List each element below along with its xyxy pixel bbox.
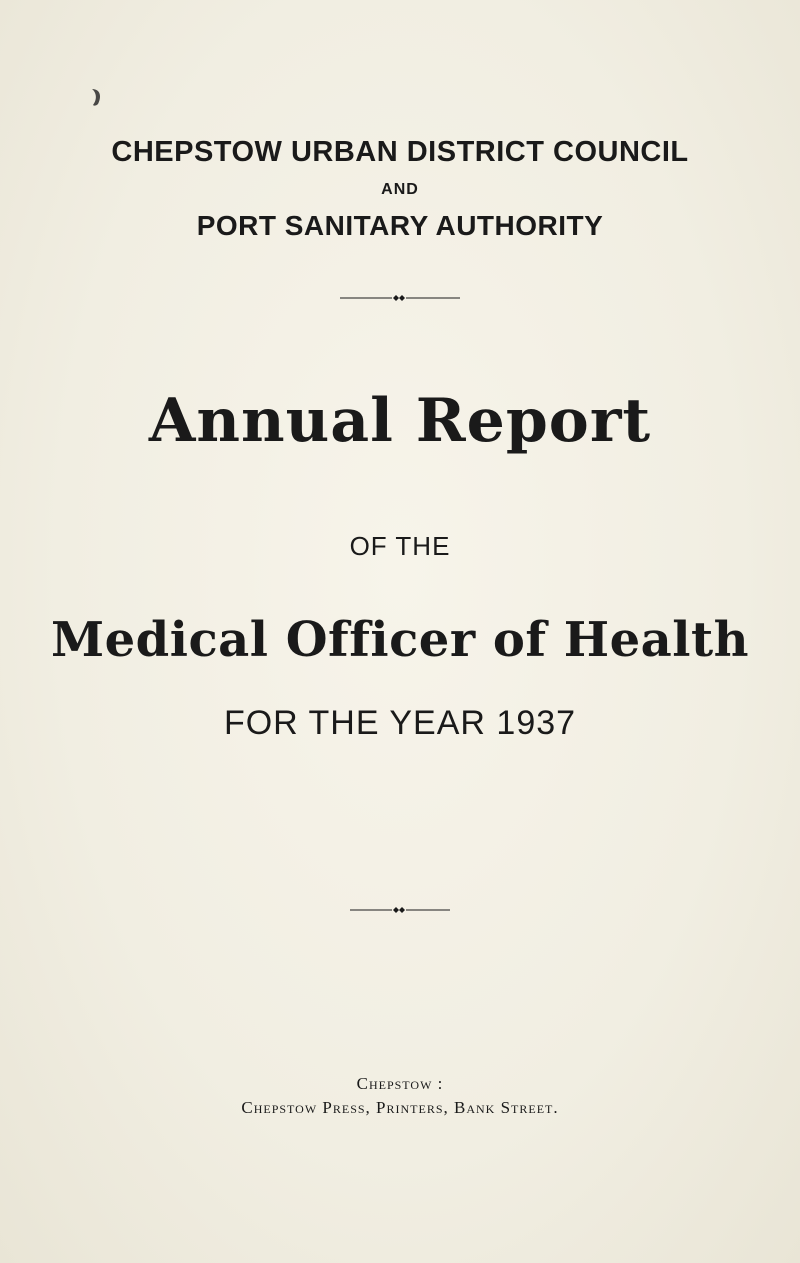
margin-mark-icon xyxy=(88,86,104,108)
conjunction-text: AND xyxy=(381,181,419,198)
imprint-printer: Chepstow Press, Printers, Bank Street. xyxy=(241,1098,559,1117)
diamond-rule-icon xyxy=(350,905,450,915)
council-heading: CHEPSTOW URBAN DISTRICT COUNCIL xyxy=(111,136,689,168)
report-title: Annual Report xyxy=(148,386,652,456)
authority-heading: PORT SANITARY AUTHORITY xyxy=(196,210,604,241)
diamond-rule-icon xyxy=(340,293,460,303)
office-title: Medical Officer of Health xyxy=(50,612,750,668)
ornamental-divider-bottom xyxy=(0,905,800,915)
connector-text: OF THE xyxy=(349,531,451,561)
report-year: FOR THE YEAR 1937 xyxy=(223,704,577,742)
ornamental-divider-top xyxy=(0,293,800,303)
imprint-place: Chepstow : xyxy=(356,1074,444,1093)
